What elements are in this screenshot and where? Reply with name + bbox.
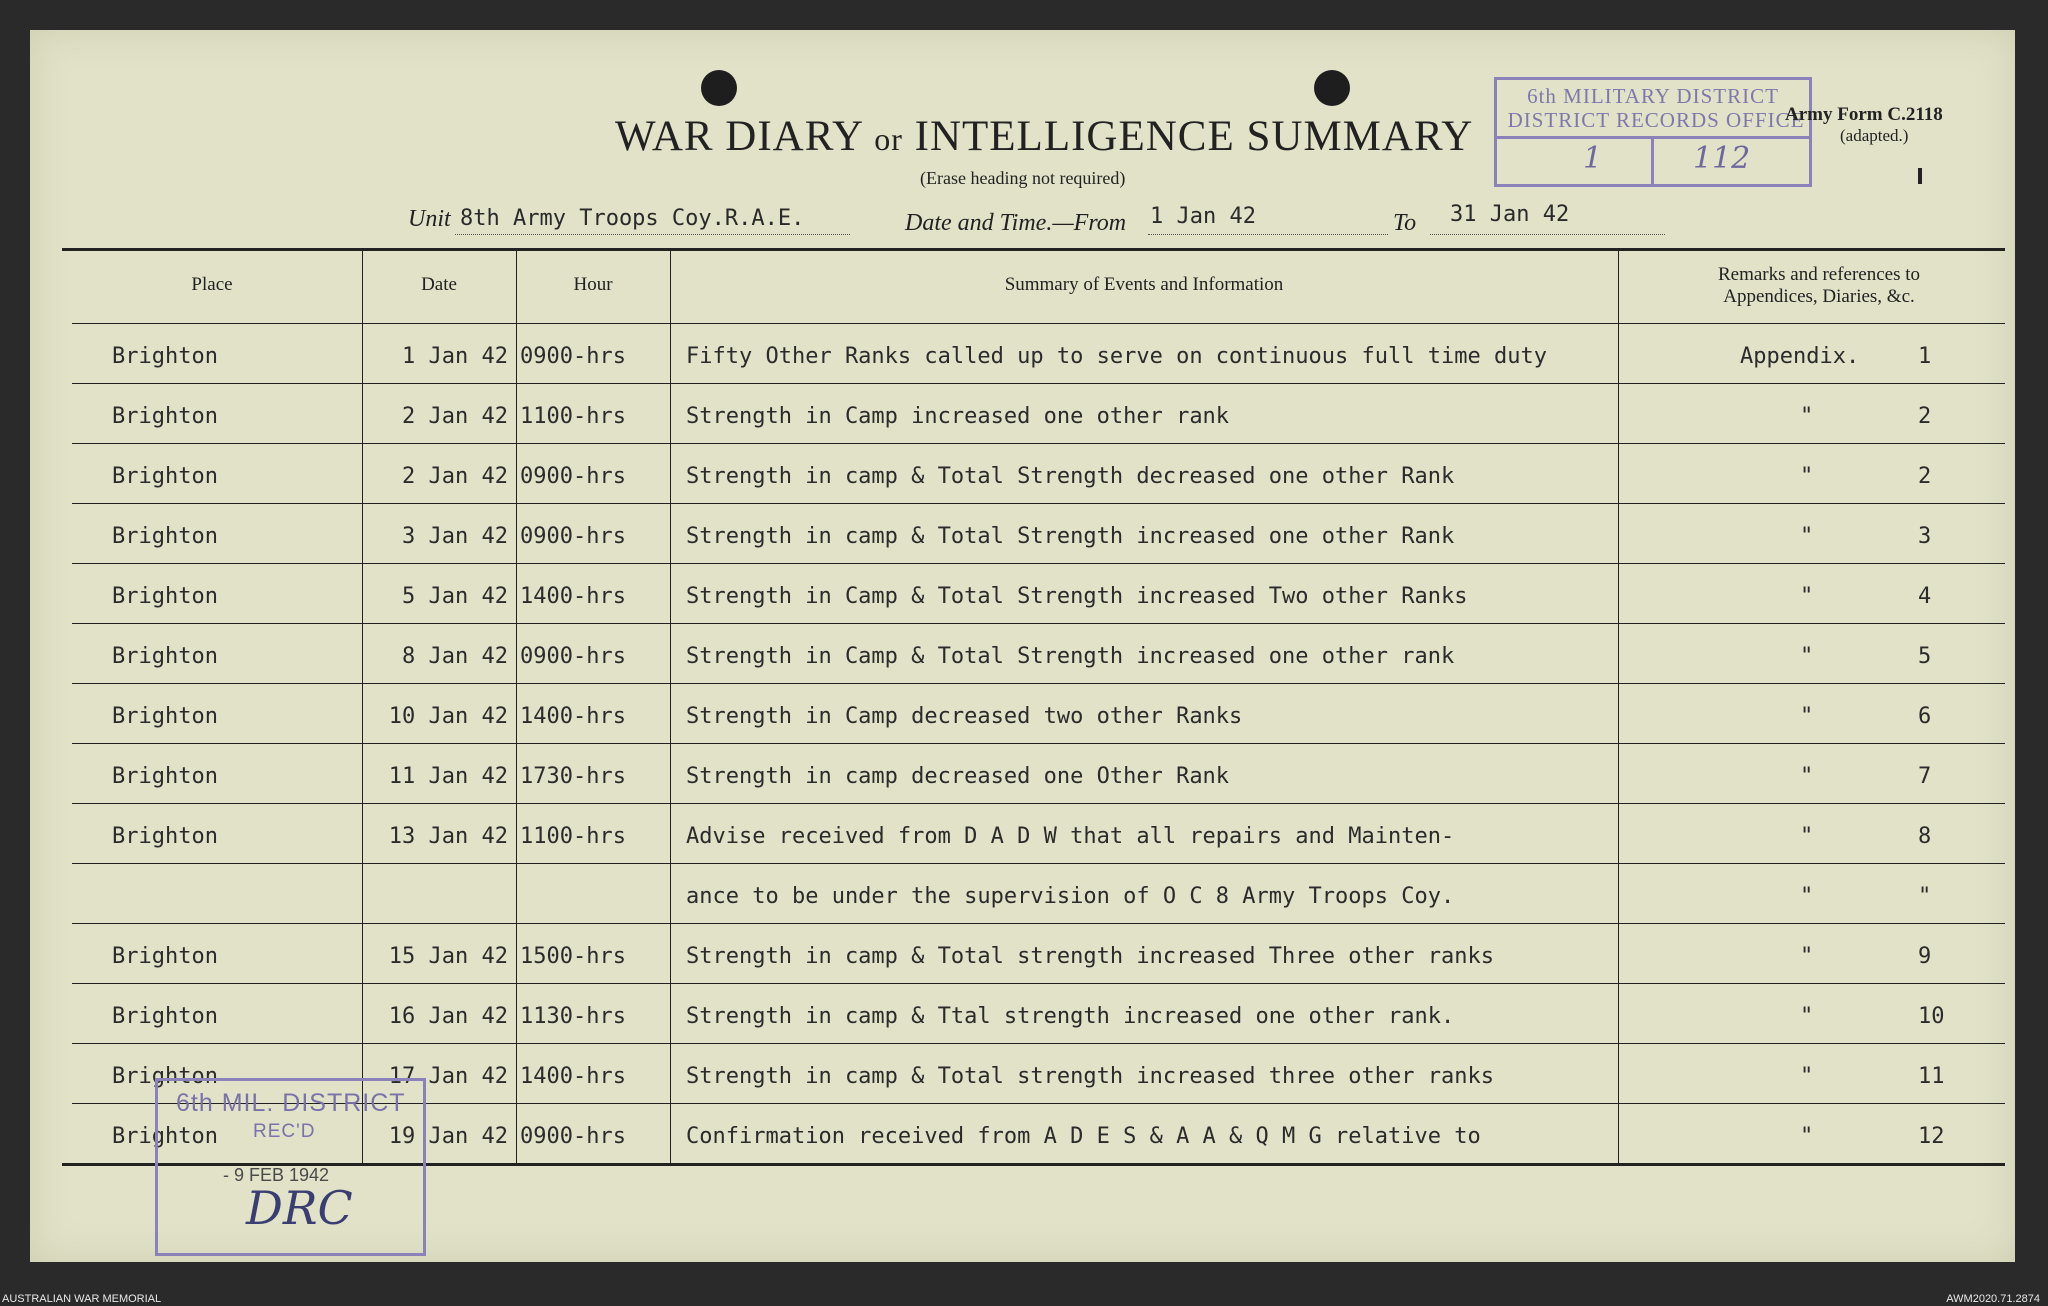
stamp-line-2: DISTRICT RECORDS OFFICE [1507,108,1805,132]
title-intelligence-summary: INTELLIGENCE SUMMARY [914,113,1474,160]
to-label: To [1393,210,1417,236]
column-header-place: Place [191,274,233,295]
row-date: 17 Jan 42 [388,1064,508,1089]
row-summary: Advise received from D A D W that all repairs and Mainten- [686,824,1455,849]
army-form-adapted: (adapted.) [1840,126,1909,145]
row-rule [72,1043,2005,1044]
date-from-value: 1 Jan 42 [1150,204,1256,229]
column-divider [362,248,363,1163]
row-appendix-ref: 2 [1918,404,1932,429]
row-place: Brighton [112,944,218,969]
column-header-remarks-1: Remarks and references to [1717,264,1921,285]
row-date: 10 Jan 42 [388,704,508,729]
records-office-stamp [1494,77,1812,187]
row-date: 8 Jan 42 [402,644,508,669]
date-to-value: 31 Jan 42 [1450,202,1570,227]
row-hour: 1100-hrs [520,824,626,849]
row-place: Brighton [112,584,218,609]
row-place: Brighton [112,704,218,729]
date-time-label: Date and Time.—From [905,210,1127,236]
header-rule [72,323,2005,324]
received-stamp-district: 6th MIL. DISTRICT [176,1089,406,1117]
row-date: 1 Jan 42 [402,344,508,369]
row-place: Brighton [112,1004,218,1029]
row-appendix-ref: 11 [1918,1064,1945,1089]
row-rule [72,503,2005,504]
row-ditto-mark: " [1800,884,1814,909]
row-rule [72,683,2005,684]
column-divider [670,248,671,1163]
received-stamp-recd: REC'D [253,1121,316,1142]
stamp-number-row [1497,136,1809,187]
row-hour: 1400-hrs [520,584,626,609]
row-rule [72,383,2005,384]
row-ditto-mark: " [1800,824,1814,849]
row-appendix-ref: 3 [1918,524,1932,549]
row-summary: ance to be under the supervision of O C 8 Army Troops Coy. [686,884,1455,909]
row-date: 2 Jan 42 [402,404,508,429]
column-divider [516,248,517,1163]
row-place: Brighton [112,344,218,369]
table-top-rule [62,248,2005,251]
row-hour: 1130-hrs [520,1004,626,1029]
row-ditto-mark: " [1800,764,1814,789]
row-hour: 1400-hrs [520,1064,626,1089]
received-stamp-initials: DRC [246,1181,353,1235]
stamp-number-2: 112 [1693,141,1751,176]
row-rule [72,443,2005,444]
punch-hole-right [1314,70,1350,106]
column-header-hour: Hour [573,274,613,295]
stamp-cell-1 [1497,139,1654,187]
row-date: 16 Jan 42 [388,1004,508,1029]
row-date: 19 Jan 42 [388,1124,508,1149]
row-date: 5 Jan 42 [402,584,508,609]
page-title [615,112,1474,161]
row-summary: Strength in Camp & Total Strength increased one other rank [686,644,1455,669]
row-summary: Strength in camp & Total strength increased Three other ranks [686,944,1494,969]
row-ditto-mark: " [1800,944,1814,969]
row-date: 2 Jan 42 [402,464,508,489]
row-place: Brighton [112,464,218,489]
row-appendix-ref: 9 [1918,944,1932,969]
unit-value: 8th Army Troops Coy.R.A.E. [460,206,805,231]
row-rule [72,923,2005,924]
column-divider [1618,248,1619,1163]
title-war-diary: WAR DIARY [615,113,863,160]
row-appendix-ref: 1 [1918,344,1932,369]
row-rule [72,863,2005,864]
row-date [368,883,508,911]
row-place: Brighton [112,644,218,669]
row-appendix-ref: 12 [1918,1124,1945,1149]
row-place: Brighton [112,764,218,789]
row-rule [72,803,2005,804]
row-place: Brighton [112,1124,218,1149]
stamp-number-1: 1 [1583,141,1603,176]
row-hour: 0900-hrs [520,1124,626,1149]
received-stamp [155,1078,426,1256]
row-rule [72,623,2005,624]
received-stamp-date: - 9 FEB 1942 [223,1165,330,1185]
row-ditto-mark: " [1800,704,1814,729]
pen-tick-mark [1918,168,1922,184]
row-summary: Strength in camp & Total strength increased three other ranks [686,1064,1494,1089]
row-summary: Strength in camp & Ttal strength increased one other rank. [686,1004,1455,1029]
column-header-summary: Summary of Events and Information [1004,274,1284,295]
row-appendix-ref: 5 [1918,644,1932,669]
row-hour: 1400-hrs [520,704,626,729]
row-place: Brighton [112,404,218,429]
to-dotted-line [1430,234,1665,235]
row-summary: Strength in camp & Total Strength increased one other Rank [686,524,1455,549]
row-date: 13 Jan 42 [388,824,508,849]
row-ditto-mark: " [1800,524,1814,549]
row-rule [72,743,2005,744]
row-date: 15 Jan 42 [388,944,508,969]
column-header-remarks-2: Appendices, Diaries, &c. [1723,286,1915,307]
row-ditto-mark: " [1800,464,1814,489]
title-or: or [874,121,903,157]
row-appendix-ref: 10 [1918,1004,1945,1029]
punch-hole-left [701,70,737,106]
row-ditto-mark: " [1800,1064,1814,1089]
row-summary: Strength in Camp decreased two other Ranks [686,704,1243,729]
row-ditto-mark: Appendix. [1740,344,1860,369]
army-form-number: Army Form C.2118 [1785,104,1943,125]
row-summary: Strength in camp & Total Strength decreased one other Rank [686,464,1455,489]
erase-note: (Erase heading not required) [920,168,1126,188]
row-rule [72,563,2005,564]
footer-institution: AUSTRALIAN WAR MEMORIAL [2,1293,162,1305]
row-hour: 0900-hrs [520,524,626,549]
row-hour: 1500-hrs [520,944,626,969]
row-hour: 0900-hrs [520,464,626,489]
row-rule [72,983,2005,984]
row-ditto-mark: " [1800,584,1814,609]
row-ditto-mark: " [1800,1124,1814,1149]
footer-accession-number: AWM2020.71.2874 [1946,1293,2040,1305]
row-appendix-ref: 2 [1918,464,1932,489]
row-appendix-ref: 7 [1918,764,1932,789]
row-appendix-ref: 8 [1918,824,1932,849]
row-date: 3 Jan 42 [402,524,508,549]
row-appendix-ref: 6 [1918,704,1932,729]
row-summary: Strength in Camp increased one other rank [686,404,1230,429]
row-hour: 1100-hrs [520,404,626,429]
row-place: Brighton [112,524,218,549]
row-hour: 0900-hrs [520,644,626,669]
row-summary: Confirmation received from A D E S & A A & Q M G relative to [686,1124,1481,1149]
row-appendix-ref: 4 [1918,584,1932,609]
column-header-date: Date [421,274,457,295]
row-summary: Fifty Other Ranks called up to serve on continuous full time duty [686,344,1547,369]
row-date: 11 Jan 42 [388,764,508,789]
unit-label: Unit [408,206,451,232]
row-place: Brighton [112,824,218,849]
row-ditto-mark: " [1800,644,1814,669]
from-dotted-line [1148,234,1388,235]
row-place: Brighton [112,1064,218,1089]
row-ditto-mark: " [1800,404,1814,429]
row-ditto-mark: " [1800,1004,1814,1029]
row-hour: 0900-hrs [520,344,626,369]
stamp-line-1: 6th MILITARY DISTRICT [1527,84,1779,108]
row-summary: Strength in Camp & Total Strength increased Two other Ranks [686,584,1468,609]
row-summary: Strength in camp decreased one Other Rank [686,764,1230,789]
unit-dotted-line [455,234,850,235]
row-hour: 1730-hrs [520,764,626,789]
row-appendix-ref: " [1918,884,1932,909]
